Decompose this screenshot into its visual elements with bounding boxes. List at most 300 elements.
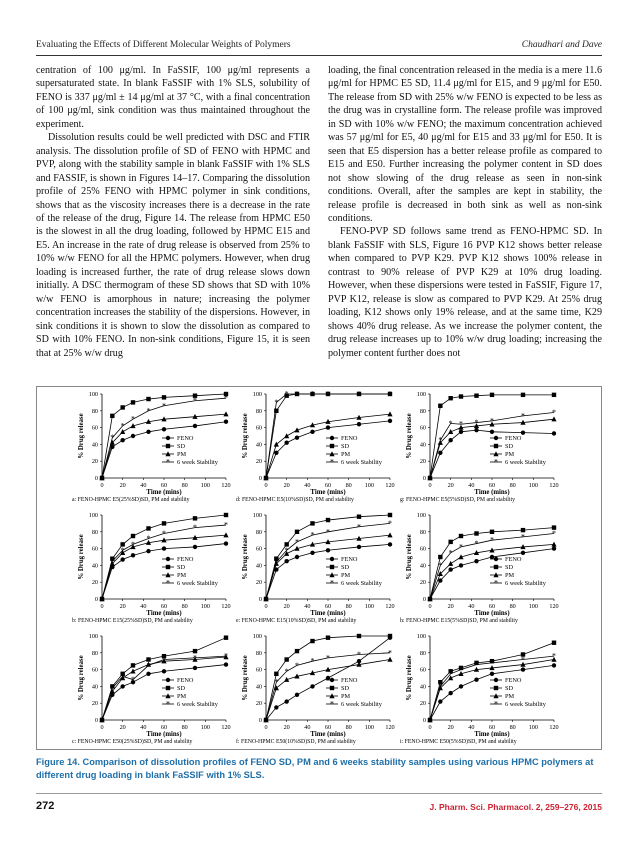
y-tick-label: 20 xyxy=(255,579,262,587)
legend-marker xyxy=(330,444,334,448)
y-tick-label: 60 xyxy=(419,666,426,674)
data-point: * xyxy=(131,539,135,549)
data-point: * xyxy=(193,396,197,406)
data-point xyxy=(459,563,463,567)
data-point xyxy=(438,555,442,559)
x-tick-label: 100 xyxy=(200,482,210,489)
legend-label: SD xyxy=(341,443,350,451)
data-point xyxy=(521,393,525,397)
data-point: * xyxy=(490,658,494,668)
data-point: * xyxy=(310,656,315,666)
x-tick-label: 80 xyxy=(509,482,516,489)
data-point: * xyxy=(428,715,432,725)
x-tick-label: 80 xyxy=(509,724,516,731)
y-tick-label: 20 xyxy=(419,700,426,708)
data-point: * xyxy=(264,715,268,725)
x-tick-label: 120 xyxy=(385,603,395,610)
x-tick-label: 0 xyxy=(100,603,104,610)
data-point xyxy=(326,635,330,639)
data-point xyxy=(310,521,314,525)
data-point xyxy=(295,530,299,534)
legend-label: 6 week Stability xyxy=(505,580,546,588)
legend-marker xyxy=(494,686,498,690)
y-tick-label: 80 xyxy=(255,528,262,536)
y-tick-label: 60 xyxy=(255,666,262,674)
data-point xyxy=(551,542,556,547)
data-point: * xyxy=(448,418,453,428)
data-point xyxy=(146,430,150,434)
data-point: * xyxy=(326,527,330,537)
data-point xyxy=(131,553,135,557)
x-tick-label: 100 xyxy=(200,603,210,610)
y-tick-label: 40 xyxy=(255,683,262,691)
chart-title: e: FENO-HPMC E15(10%SD)SD, PM and stability xyxy=(236,618,357,624)
data-point xyxy=(310,684,314,688)
y-tick-label: 40 xyxy=(419,683,426,691)
series-line xyxy=(430,643,554,720)
data-point: * xyxy=(552,528,556,538)
legend-marker xyxy=(166,444,170,448)
data-point: * xyxy=(521,411,525,421)
data-point xyxy=(131,434,135,438)
data-point xyxy=(146,526,150,530)
data-point xyxy=(459,394,463,398)
x-tick-label: 20 xyxy=(447,482,454,489)
legend-label: SD xyxy=(505,443,514,451)
data-point: * xyxy=(120,671,125,681)
data-point xyxy=(448,567,452,571)
data-point: * xyxy=(474,539,479,549)
y-tick-label: 40 xyxy=(419,441,426,449)
y-tick-label: 60 xyxy=(419,424,426,432)
x-tick-label: 20 xyxy=(119,603,126,610)
data-point: * xyxy=(357,522,361,532)
y-tick-label: 20 xyxy=(255,700,262,708)
data-point: * xyxy=(552,407,556,417)
data-point: * xyxy=(295,537,299,547)
data-point xyxy=(193,424,197,428)
x-tick-label: 0 xyxy=(428,482,432,489)
legend-marker xyxy=(494,436,498,440)
right-column xyxy=(328,64,602,360)
x-tick-label: 20 xyxy=(119,482,126,489)
data-point xyxy=(388,419,392,423)
data-point xyxy=(438,699,442,703)
data-point: * xyxy=(193,523,197,533)
x-tick-label: 0 xyxy=(428,603,432,610)
data-point: * xyxy=(490,416,494,426)
data-point xyxy=(448,561,453,566)
legend-marker xyxy=(494,565,498,569)
data-point xyxy=(388,634,392,638)
data-point: * xyxy=(146,406,151,416)
paragraph: loading, the final concentration released in the media is a mere 11.6 μg/ml for HPMC E5 SD, 11.4 μg/ml for E15, and 9 μg/ml for E50. The release from SD with 25% w/w FENO is expected to be less as the drug was in crystalline form. The release profile was improved in SD with 10% w/w FENO; the maximum concentration achieved was 57 μg/ml for E5, 40 μg/ml for E15 and 33 μg/ml for E50. It is seen that E5 dispersion has a better release profile as compared to E15 and E50. Further increasing the polymer content in SD does not show slowing of the drug release as seen in non-sink conditions. Overall, after the samples are kept in stability, the release profile is decreased in both sink as well as non-sink conditions. xyxy=(328,65,602,224)
legend-marker: * xyxy=(494,699,498,709)
y-tick-label: 40 xyxy=(91,562,98,570)
legend-marker xyxy=(166,678,170,682)
data-point xyxy=(326,518,330,522)
y-tick-label: 80 xyxy=(419,407,426,415)
legend-label: PM xyxy=(177,451,187,459)
x-tick-label: 20 xyxy=(283,603,290,610)
caption-label: Figure 14. xyxy=(36,757,80,767)
data-point: * xyxy=(146,660,151,670)
data-point: * xyxy=(521,655,525,665)
data-point xyxy=(310,639,314,643)
y-tick-label: 20 xyxy=(419,458,426,466)
data-point xyxy=(274,705,278,709)
y-tick-label: 80 xyxy=(255,649,262,657)
data-point: * xyxy=(438,560,443,570)
legend-label: SD xyxy=(177,564,186,572)
data-point: * xyxy=(100,715,104,725)
data-point: * xyxy=(428,473,432,483)
y-tick-label: 100 xyxy=(252,633,262,640)
data-point: * xyxy=(274,677,279,687)
legend-label: PM xyxy=(177,572,187,580)
legend-label: SD xyxy=(177,685,186,693)
y-tick-label: 80 xyxy=(91,407,98,415)
legend-marker: * xyxy=(166,457,170,467)
y-tick-label: 40 xyxy=(91,441,98,449)
data-point xyxy=(162,427,166,431)
data-point: * xyxy=(162,528,166,538)
data-point xyxy=(295,435,299,439)
x-tick-label: 20 xyxy=(447,724,454,731)
y-tick-label: 100 xyxy=(88,633,98,640)
x-tick-label: 100 xyxy=(364,482,374,489)
legend-marker xyxy=(166,686,170,690)
data-point: * xyxy=(357,649,361,659)
y-tick-label: 100 xyxy=(252,391,262,398)
data-point: * xyxy=(295,389,299,399)
data-point xyxy=(438,451,442,455)
paragraph: FENO-PVP SD follows same trend as FENO-HPMC SD. In blank FaSSIF with SLS, Figure 16 PVP K12 shows better release when compared to PVP K29. PVP K12 shows 100% release in contrast to 90% release of PVP K29 at 10% drug loading. However, when these dispersions were tested in FaSSIF, Figure 17, PVP K12, release is slow as compared to PVP K29. At 25% drug loading, K12 shows only 19% release, and at the same time, K29 shows 40% drug release. As we increase the polymer content, the drug release increases up to 10% w/w drug loading; increasing the polymer content further does not xyxy=(328,226,602,359)
x-tick-label: 80 xyxy=(345,724,352,731)
legend-marker: * xyxy=(166,578,170,588)
y-tick-label: 20 xyxy=(91,700,98,708)
y-tick-label: 40 xyxy=(255,441,262,449)
legend-label: FENO xyxy=(341,556,358,564)
chart-title: f: FENO-HPMC E50(10%SD)SD, PM and stability xyxy=(236,739,356,745)
y-tick-label: 0 xyxy=(94,475,98,482)
data-point xyxy=(448,396,452,400)
x-tick-label: 60 xyxy=(324,603,332,610)
data-point: * xyxy=(193,653,197,663)
y-tick-label: 80 xyxy=(91,649,98,657)
x-tick-label: 120 xyxy=(385,482,395,489)
data-point xyxy=(438,404,442,408)
legend-label: PM xyxy=(505,572,515,580)
data-point: * xyxy=(284,389,289,399)
x-tick-label: 100 xyxy=(528,724,538,731)
data-point xyxy=(295,555,299,559)
x-tick-label: 80 xyxy=(345,482,352,489)
data-point xyxy=(326,425,330,429)
y-tick-label: 0 xyxy=(258,717,262,724)
y-tick-label: 0 xyxy=(422,596,426,603)
data-point xyxy=(310,551,314,555)
y-tick-label: 0 xyxy=(258,475,262,482)
data-point xyxy=(552,546,556,550)
figure-caption xyxy=(36,756,602,782)
data-point: * xyxy=(274,557,279,567)
legend-marker xyxy=(330,686,334,690)
x-tick-label: 120 xyxy=(549,603,559,610)
data-point: * xyxy=(326,653,330,663)
y-tick-label: 0 xyxy=(94,717,98,724)
legend-marker xyxy=(330,557,334,561)
data-point: * xyxy=(310,389,315,399)
x-tick-label: 40 xyxy=(304,482,311,489)
legend-label: FENO xyxy=(177,556,194,564)
chart-panel xyxy=(236,633,395,745)
x-tick-label: 0 xyxy=(264,724,268,731)
y-axis-label: % Drug release xyxy=(242,413,249,459)
x-tick-label: 60 xyxy=(160,603,168,610)
x-tick-label: 40 xyxy=(468,482,475,489)
legend-marker: * xyxy=(330,457,334,467)
y-tick-label: 60 xyxy=(255,545,262,553)
legend-label: 6 week Stability xyxy=(341,580,382,588)
legend-marker xyxy=(494,678,498,682)
data-point: * xyxy=(284,545,289,555)
y-tick-label: 60 xyxy=(255,424,262,432)
chart-panel xyxy=(400,391,559,503)
x-axis-label: Time (mins) xyxy=(310,489,346,496)
data-point: * xyxy=(490,535,494,545)
y-tick-label: 60 xyxy=(91,424,98,432)
x-tick-label: 80 xyxy=(509,603,516,610)
x-tick-label: 40 xyxy=(140,603,147,610)
data-point xyxy=(551,416,556,421)
y-tick-label: 100 xyxy=(252,512,262,519)
x-tick-label: 40 xyxy=(468,603,475,610)
data-point xyxy=(474,428,478,432)
x-axis-label: Time (mins) xyxy=(474,731,510,738)
x-tick-label: 60 xyxy=(488,482,496,489)
data-point xyxy=(162,395,166,399)
data-point xyxy=(459,684,463,688)
data-point xyxy=(193,516,197,520)
data-point xyxy=(131,534,135,538)
legend-label: FENO xyxy=(505,677,522,685)
data-point xyxy=(388,542,392,546)
data-point xyxy=(521,667,525,671)
data-point xyxy=(295,693,299,697)
data-point xyxy=(490,393,494,397)
data-point: * xyxy=(110,683,115,693)
y-axis-label: % Drug release xyxy=(406,655,413,701)
y-tick-label: 60 xyxy=(91,545,98,553)
x-tick-label: 0 xyxy=(428,724,432,731)
y-axis-label: % Drug release xyxy=(242,655,249,701)
data-point xyxy=(295,649,299,653)
legend-label: SD xyxy=(505,564,514,572)
header-authors: Chaudhari and Dave xyxy=(521,40,602,50)
legend-label: 6 week Stability xyxy=(341,459,382,467)
x-tick-label: 0 xyxy=(100,482,104,489)
data-point: * xyxy=(110,556,115,566)
data-point xyxy=(224,635,228,639)
legend-marker xyxy=(166,565,170,569)
data-point: * xyxy=(120,421,125,431)
data-point xyxy=(448,429,453,434)
legend-label: FENO xyxy=(177,435,194,443)
x-tick-label: 20 xyxy=(447,603,454,610)
data-point xyxy=(438,578,442,582)
x-tick-label: 120 xyxy=(221,482,231,489)
data-point xyxy=(224,541,228,545)
figure-14 xyxy=(70,386,562,750)
data-point xyxy=(284,657,288,661)
data-point xyxy=(357,634,361,638)
legend-label: 6 week Stability xyxy=(505,459,546,467)
x-tick-label: 60 xyxy=(488,724,496,731)
x-tick-label: 120 xyxy=(549,724,559,731)
x-axis-label: Time (mins) xyxy=(146,610,182,617)
x-tick-label: 20 xyxy=(283,482,290,489)
legend-marker: * xyxy=(330,699,334,709)
data-point: * xyxy=(224,520,228,530)
data-point xyxy=(448,438,452,442)
y-tick-label: 80 xyxy=(419,528,426,536)
data-point xyxy=(490,555,494,559)
x-axis-label: Time (mins) xyxy=(474,610,510,617)
y-tick-label: 100 xyxy=(416,512,426,519)
data-point: * xyxy=(295,660,299,670)
data-point xyxy=(552,431,556,435)
data-point xyxy=(284,559,288,563)
data-point xyxy=(120,405,124,409)
data-point: * xyxy=(162,655,166,665)
data-point xyxy=(387,532,392,537)
chart-title: c: FENO-HPMC E50(25%SD)SD, PM and stability xyxy=(72,739,193,745)
legend-label: PM xyxy=(505,693,515,701)
x-axis-label: Time (mins) xyxy=(310,731,346,738)
x-tick-label: 60 xyxy=(324,482,332,489)
legend-label: 6 week Stability xyxy=(177,580,218,588)
data-point: * xyxy=(438,681,443,691)
legend-marker xyxy=(494,557,498,561)
data-point xyxy=(224,513,228,517)
x-tick-label: 60 xyxy=(488,603,496,610)
x-axis-label: Time (mins) xyxy=(474,489,510,496)
header-title: Evaluating the Effects of Different Molecular Weights of Polymers xyxy=(36,40,291,50)
x-tick-label: 0 xyxy=(264,603,268,610)
y-tick-label: 80 xyxy=(91,528,98,536)
data-point xyxy=(490,530,494,534)
data-point xyxy=(284,433,289,438)
data-point: * xyxy=(110,433,115,443)
chart-title: g: FENO-HPMC E5(5%SD)SD, PM and stability xyxy=(400,497,515,503)
legend-label: 6 week Stability xyxy=(341,701,382,709)
data-point: * xyxy=(388,648,392,658)
data-point xyxy=(146,549,150,553)
legend-label: PM xyxy=(341,451,351,459)
legend-label: SD xyxy=(505,685,514,693)
data-point: * xyxy=(162,401,166,411)
chart-panel xyxy=(400,512,559,624)
x-tick-label: 80 xyxy=(181,482,188,489)
data-point xyxy=(326,548,330,552)
legend-marker xyxy=(166,557,170,561)
y-tick-label: 100 xyxy=(88,391,98,398)
legend-label: FENO xyxy=(341,677,358,685)
chart-panel xyxy=(72,633,231,745)
left-column xyxy=(36,64,310,360)
data-point: * xyxy=(357,389,361,399)
chart-panel xyxy=(400,633,559,745)
chart-title: a: FENO-HPMC E5(25%SD)SD, PM and stability xyxy=(72,497,190,503)
chart-panel xyxy=(72,391,231,503)
x-tick-label: 80 xyxy=(345,603,352,610)
legend-label: FENO xyxy=(505,556,522,564)
data-point xyxy=(120,684,124,688)
data-point xyxy=(552,393,556,397)
data-point: * xyxy=(224,393,228,403)
data-point: * xyxy=(474,418,479,428)
data-point: * xyxy=(388,518,392,528)
legend-marker xyxy=(330,678,334,682)
x-tick-label: 80 xyxy=(181,724,188,731)
legend-marker xyxy=(166,436,170,440)
paragraph: Dissolution results could be well predicted with DSC and FTIR analysis. The dissolution profile of SD of FENO with HPMC and PVP, along with the stability sample in blank FaSSIF with 1% SLS and FASSIF, is shown in Figures 14–17. Comparing the dissolution profile of 25% FENO with HPMC polymer in sink conditions, shows that as the viscosity increases there is a decrease in the rate of the release of the drug, Figure 14. The release from HPMC E50 is the slowest in all the drug loading, followed by HPMC E15 and E5. An increase in the rate of drug release is observed from 25% to 10% w/w FENO for all the HPMC polymers. However, when drug loading is increased further, the rate of drug release slows down initially. A DSC thermogram of these SD shows that SD with 10% w/w FENO is amorphous in nature; increasing the polymer concentration increases the stability of the dispersions. However, in sink conditions it is shown to slow the dissolution as compared to SD with 10% FENO. In non-sink conditions, Figure 15, it is seen that at 25% w/w drug xyxy=(36,132,310,359)
x-tick-label: 100 xyxy=(200,724,210,731)
x-tick-label: 120 xyxy=(221,724,231,731)
data-point: * xyxy=(459,419,463,429)
data-point xyxy=(284,441,288,445)
x-tick-label: 80 xyxy=(181,603,188,610)
y-tick-label: 40 xyxy=(91,683,98,691)
data-point xyxy=(448,540,452,544)
chart-title: b: FENO-HPMC E15(25%SD)SD, PM and stability xyxy=(72,618,193,624)
y-tick-label: 100 xyxy=(416,633,426,640)
x-axis-label: Time (mins) xyxy=(146,731,182,738)
data-point xyxy=(521,551,525,555)
data-point xyxy=(224,662,228,666)
chart-title: i: FENO-HPMC E50(5%SD)SD, PM and stability xyxy=(400,739,517,745)
footer-rule xyxy=(36,793,602,794)
x-axis-label: Time (mins) xyxy=(146,489,182,496)
legend-marker xyxy=(494,444,498,448)
y-tick-label: 60 xyxy=(419,545,426,553)
data-point xyxy=(110,414,114,418)
data-point xyxy=(387,657,392,662)
legend-label: PM xyxy=(177,693,187,701)
data-point: * xyxy=(438,435,443,445)
data-point xyxy=(474,531,478,535)
x-tick-label: 100 xyxy=(528,482,538,489)
data-point xyxy=(474,677,478,681)
y-tick-label: 0 xyxy=(94,596,98,603)
data-point xyxy=(521,430,525,434)
data-point: * xyxy=(552,651,556,661)
data-point xyxy=(146,672,150,676)
data-point xyxy=(490,672,494,676)
legend-label: SD xyxy=(177,443,186,451)
y-tick-label: 40 xyxy=(255,562,262,570)
page-number: 272 xyxy=(36,800,55,812)
y-tick-label: 100 xyxy=(88,512,98,519)
legend-label: 6 week Stability xyxy=(177,459,218,467)
data-point xyxy=(274,672,278,676)
data-point xyxy=(284,699,288,703)
legend-marker: * xyxy=(166,699,170,709)
legend-label: FENO xyxy=(177,677,194,685)
x-tick-label: 120 xyxy=(385,724,395,731)
y-tick-label: 100 xyxy=(416,391,426,398)
